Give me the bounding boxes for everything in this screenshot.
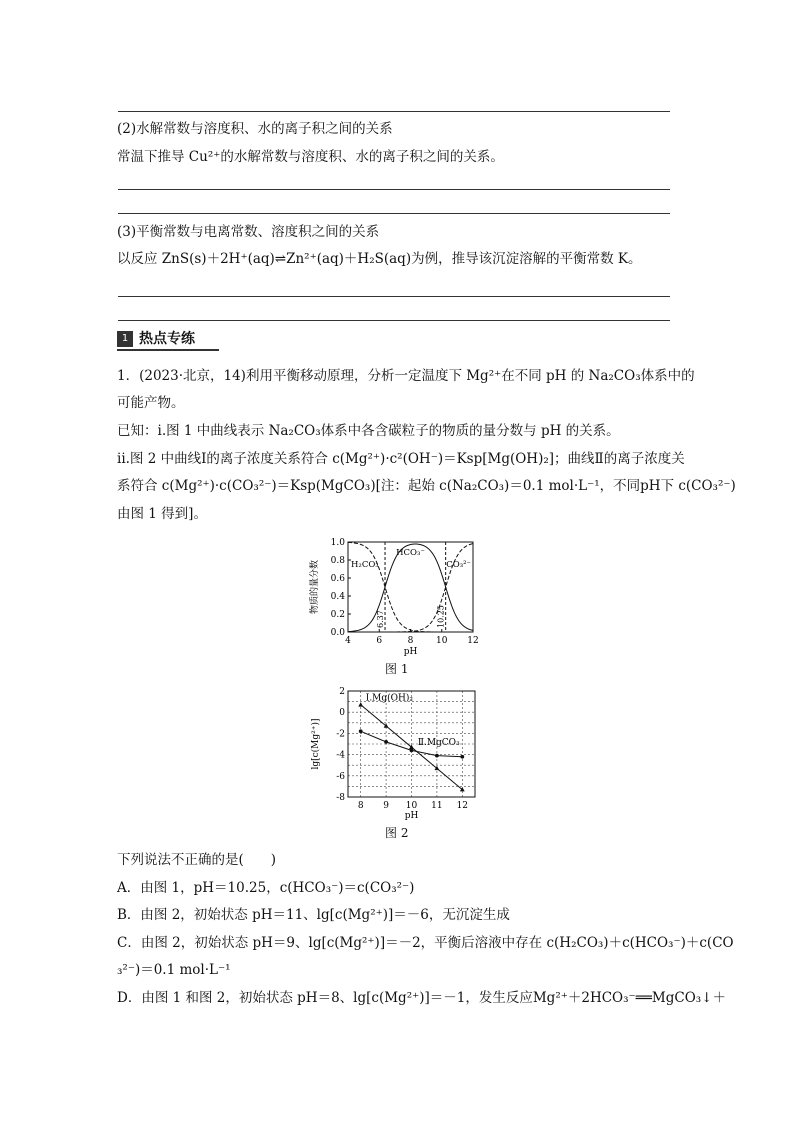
- data-point: [358, 702, 363, 706]
- data-point: [359, 729, 363, 733]
- x-tick-label: 10: [405, 801, 418, 811]
- x-tick-label: 6: [376, 636, 383, 646]
- series-label: H₂CO₃: [351, 560, 379, 570]
- divider-top: [118, 111, 670, 112]
- data-point: [460, 755, 464, 759]
- series-label: HCO₃⁻: [396, 548, 425, 558]
- pka-label: 10.25: [436, 605, 446, 628]
- q3-text: 以反应 ZnS(s)＋2H⁺(aq)⇌Zn²⁺(aq)＋H₂S(aq)为例，推导该沉淀溶解的平衡常数 K。: [117, 251, 642, 267]
- figure-1-chart: [300, 530, 500, 680]
- option-a: A．由图 1，pH＝10.25，c(HCO₃⁻)＝c(CO₃²⁻): [117, 880, 415, 896]
- y-tick-label: -6: [336, 771, 345, 782]
- x-tick-label: 9: [383, 801, 389, 811]
- x-tick-label: 11: [431, 801, 443, 811]
- answer-line: [118, 320, 670, 321]
- series-label: Ⅱ.MgCO₃: [417, 738, 460, 749]
- y-tick-label: 0.8: [330, 556, 345, 566]
- x-axis-label: pH: [403, 647, 418, 657]
- banner-number: 1: [117, 331, 133, 347]
- y-tick-label: 0.0: [330, 628, 345, 638]
- problem-line: 1．(2023·北京，14)利用平衡移动原理，分析一定温度下 Mg²⁺在不同 pH 的 Na₂CO₃体系中的: [117, 368, 695, 384]
- answer-line: [118, 213, 670, 214]
- banner-underline: [117, 349, 219, 351]
- y-tick-label: 0.6: [330, 574, 345, 584]
- figure-2-caption: 图 2: [385, 826, 409, 840]
- x-tick-label: 12: [456, 801, 469, 811]
- section-banner: [117, 330, 219, 348]
- y-tick-label: -4: [336, 750, 345, 761]
- series-label: CO₃²⁻: [446, 560, 471, 570]
- x-tick-label: 8: [407, 636, 414, 646]
- y-axis-label: lg[c(Mg²⁺)]: [311, 718, 321, 770]
- q2-heading: (2)水解常数与溶度积、水的离子积之间的关系: [117, 121, 393, 137]
- banner-title: 热点专练: [139, 331, 195, 347]
- x-axis-label: pH: [404, 811, 419, 821]
- q2-text: 常温下推导 Cu²⁺的水解常数与溶度积、水的离子积之间的关系。: [117, 149, 504, 165]
- data-point: [384, 740, 388, 744]
- answer-line: [118, 296, 670, 297]
- question-stem: 下列说法不正确的是( ): [117, 852, 277, 868]
- y-tick-label: 0.4: [330, 592, 345, 602]
- option-c-continued: ₃²⁻)＝0.1 mol·L⁻¹: [117, 962, 231, 978]
- option-c: C．由图 2，初始状态 pH＝9、lg[c(Mg²⁺)]＝－2，平衡后溶液中存在 c(H₂CO₃)＋c(HCO₃⁻)＋c(CO: [117, 935, 734, 951]
- figure-2-chart: [300, 683, 500, 828]
- pka-label: 6.37: [376, 610, 386, 628]
- option-b: B．由图 2，初始状态 pH＝11、lg[c(Mg²⁺)]＝－6，无沉淀生成: [117, 907, 510, 923]
- y-tick-label: 2: [339, 687, 345, 697]
- x-tick-label: 10: [436, 636, 448, 646]
- problem-line: 已知：i.图 1 中曲线表示 Na₂CO₃体系中各含碳粒子的物质的量分数与 pH 的关系。: [117, 423, 620, 439]
- y-axis-label: 物质的量分数: [310, 559, 320, 615]
- data-point: [435, 754, 439, 758]
- data-point: [410, 748, 414, 752]
- x-tick-label: 4: [345, 636, 351, 646]
- problem-line: ii.图 2 中曲线Ⅰ的离子浓度关系符合 c(Mg²⁺)·c²(OH⁻)＝Ksp[Mg(OH)₂]；曲线Ⅱ的离子浓度关: [117, 451, 685, 467]
- x-tick-label: 12: [467, 636, 479, 646]
- y-tick-label: 0.2: [330, 610, 345, 620]
- problem-line: 由图 1 得到]。: [117, 506, 207, 522]
- q3-heading: (3)平衡常数与电离常数、溶度积之间的关系: [117, 224, 380, 240]
- option-d: D．由图 1 和图 2，初始状态 pH＝8、lg[c(Mg²⁺)]＝－1，发生反应Mg²⁺＋2HCO₃⁻══MgCO₃↓＋: [117, 990, 726, 1006]
- y-tick-label: 0: [339, 708, 345, 719]
- y-tick-label: -2: [336, 729, 345, 740]
- y-tick-label: -8: [336, 793, 345, 803]
- answer-line: [118, 189, 670, 190]
- problem-line: 可能产物。: [117, 395, 185, 411]
- x-tick-label: 8: [357, 801, 364, 811]
- problem-line: 系符合 c(Mg²⁺)·c(CO₃²⁻)＝Ksp(MgCO₃)[注：起始 c(Na₂CO₃)＝0.1 mol·L⁻¹，不同pH下 c(CO₃²⁻): [117, 478, 736, 494]
- series-label: Ⅰ.Mg(OH)₂: [365, 693, 414, 704]
- y-tick-label: 1.0: [330, 538, 345, 548]
- figure-1-caption: 图 1: [385, 662, 409, 676]
